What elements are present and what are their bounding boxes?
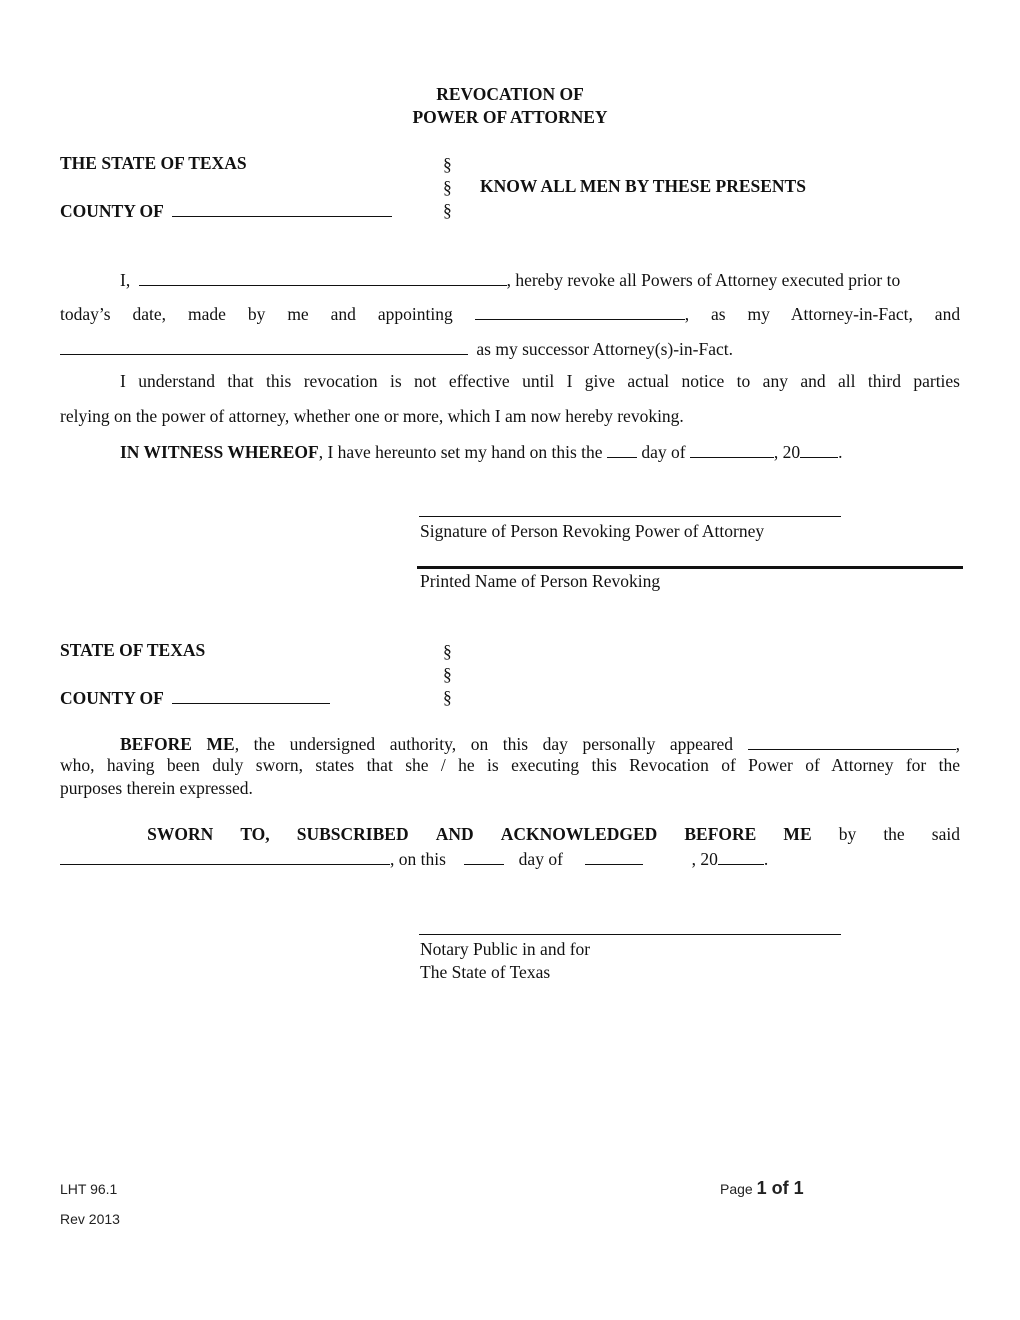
county-heading-2 (60, 686, 330, 709)
para1-i: I, (120, 270, 131, 290)
signature-line[interactable] (419, 516, 841, 517)
word: appointing (377, 304, 453, 324)
principal-name-blank[interactable] (139, 268, 507, 286)
word: me (287, 304, 309, 324)
county-heading (60, 199, 392, 222)
document-title-line2: POWER OF ATTORNEY (412, 107, 608, 127)
county-label-2: COUNTY OF (60, 688, 164, 708)
notary-label-1: Notary Public in and for (420, 939, 591, 959)
witness-text: , I have hereunto set my hand on this the (318, 442, 603, 462)
sworn-day-of: day of (518, 849, 563, 869)
para1-successor: as my successor Attorney(s)-in-Fact. (476, 339, 733, 359)
witness-end: . (838, 442, 843, 462)
page-indicator (720, 1178, 804, 1199)
section-mark: § (443, 154, 452, 174)
para1-line1 (60, 268, 960, 291)
sworn-name-blank[interactable] (60, 847, 390, 865)
before-line1 (60, 732, 960, 755)
sworn-word: AND (435, 824, 474, 844)
para1-as-my: , as my Attorney-in-Fact, and (684, 304, 961, 324)
sworn-on-this: , on this (390, 849, 446, 869)
printed-name-line[interactable] (417, 566, 963, 569)
sworn-word: said (931, 824, 960, 844)
word: today’s (60, 304, 111, 324)
witness-month-blank[interactable] (690, 440, 774, 458)
sworn-word: ME (783, 824, 812, 844)
sworn-word: SUBSCRIBED (296, 824, 409, 844)
form-number: LHT 96.1 (60, 1181, 118, 1197)
witness-day-of: day of (641, 442, 686, 462)
before-comma: , (955, 734, 961, 754)
notary-signature-line[interactable] (419, 934, 841, 935)
word: by (247, 304, 266, 324)
sworn-word: by (838, 824, 857, 844)
sworn-word: SWORN (147, 824, 214, 844)
page-word: Page (720, 1181, 753, 1197)
sworn-year-blank[interactable] (718, 847, 764, 865)
sworn-line2 (60, 847, 960, 870)
witness-year-prefix: , 20 (773, 442, 801, 462)
section-marks-2 (443, 640, 452, 709)
witness-day-blank[interactable] (607, 440, 637, 458)
witness-year-blank[interactable] (800, 440, 838, 458)
notary-label-2: The State of Texas (420, 962, 551, 982)
state-heading-2: STATE OF TEXAS (60, 640, 206, 660)
section-mark: § (443, 664, 452, 684)
sworn-line1 (60, 824, 960, 845)
para1-hereby: , hereby revoke all Powers of Attorney executed prior to (506, 270, 901, 290)
witness-line (60, 440, 960, 463)
printed-name-label: Printed Name of Person Revoking (420, 571, 661, 591)
attorney-in-fact-blank[interactable] (475, 302, 685, 320)
county-label: COUNTY OF (60, 201, 164, 221)
sworn-day-blank[interactable] (464, 847, 504, 865)
know-all-men: KNOW ALL MEN BY THESE PRESENTS (480, 176, 806, 196)
section-mark: § (443, 687, 452, 707)
before-line3: purposes therein expressed. (60, 778, 253, 798)
sworn-word: the (883, 824, 905, 844)
before-line2: who, having been duly sworn, states that she / he is executing this Revocation of Power of Attorney for the (60, 755, 960, 775)
section-mark: § (443, 641, 452, 661)
para1-line2 (60, 302, 960, 325)
sworn-word: TO, (240, 824, 270, 844)
signature-label: Signature of Person Revoking Power of Attorney (420, 521, 765, 541)
witness-bold: IN WITNESS WHEREOF (120, 442, 319, 462)
word: and (330, 304, 356, 324)
word: made (188, 304, 226, 324)
para2-line1 (60, 371, 960, 392)
section-marks-1 (443, 153, 452, 222)
document-title-line1: REVOCATION OF (436, 84, 584, 104)
sworn-word: ACKNOWLEDGED (500, 824, 658, 844)
para1-line3 (60, 337, 960, 360)
word: date, (132, 304, 167, 324)
appeared-name-blank[interactable] (748, 732, 956, 750)
para2-text1: I understand that this revocation is not effective until I give actual notice to any and all third parties (120, 371, 960, 391)
para2-line2: relying on the power of attorney, whether one or more, which I am now hereby revoking. (60, 406, 684, 426)
sworn-word: BEFORE (684, 824, 757, 844)
section-mark: § (443, 177, 452, 197)
page-number: 1 of 1 (756, 1178, 804, 1198)
sworn-month-blank[interactable] (585, 847, 643, 865)
sworn-end: . (763, 849, 769, 869)
before-text1: , the undersigned authority, on this day personally appeared (234, 734, 734, 754)
section-mark: § (443, 200, 452, 220)
revision: Rev 2013 (60, 1211, 120, 1227)
successor-blank[interactable] (60, 337, 468, 355)
before-bold: BEFORE ME (120, 734, 235, 754)
sworn-year-prefix: , 20 (691, 849, 718, 869)
county-blank[interactable] (172, 199, 392, 217)
county-blank-2[interactable] (172, 686, 330, 704)
state-heading: THE STATE OF TEXAS (60, 153, 247, 173)
